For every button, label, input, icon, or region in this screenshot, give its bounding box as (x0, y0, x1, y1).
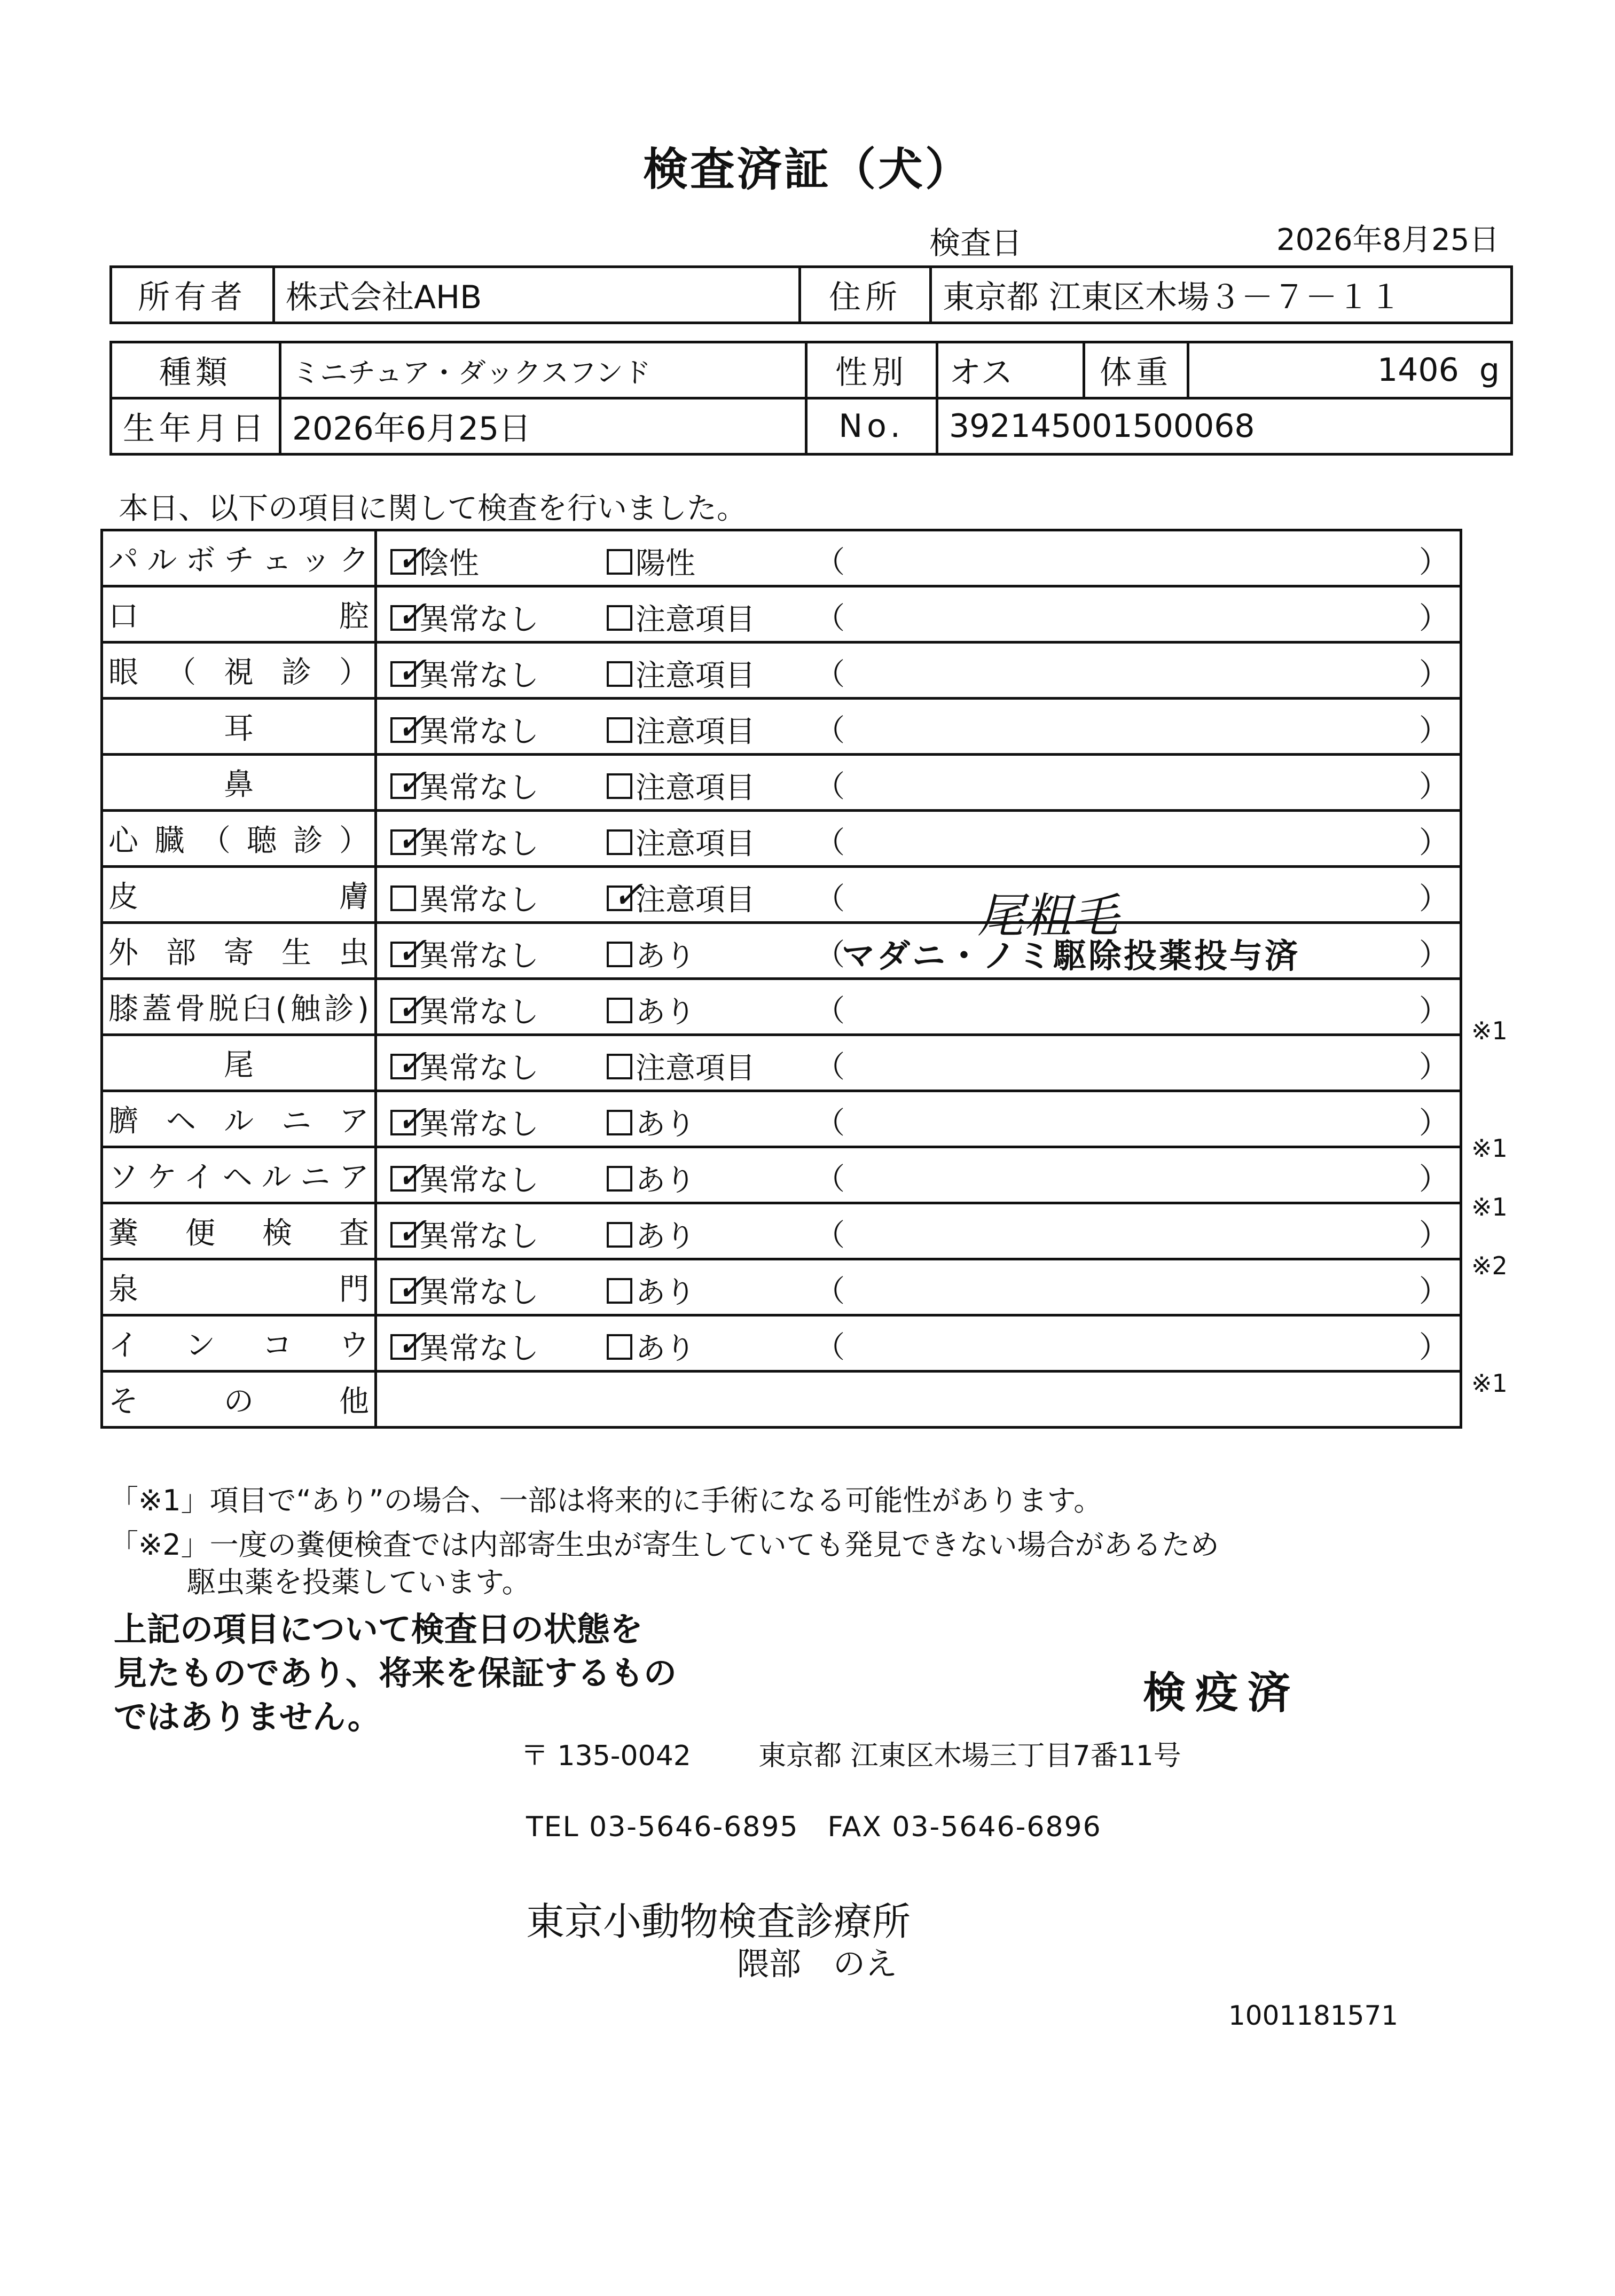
inspection-result-cell (376, 1315, 1461, 1372)
footnote-marker: ※2 (1471, 1251, 1508, 1280)
inspection-item-label (102, 867, 376, 923)
inspection-item-name: 心臓（聴診） (108, 824, 369, 858)
note-paren-open: （ (815, 938, 845, 973)
inspection-item-name: 膝蓋骨脱臼(触診) (108, 992, 369, 1026)
other-label: その他 (108, 1384, 369, 1419)
weight-unit: g (1479, 351, 1500, 389)
check-mark-icon: ✓ (396, 1265, 427, 1309)
option-label: 異常なし (419, 1331, 539, 1366)
checkbox[interactable] (390, 1041, 427, 1085)
checkbox[interactable] (607, 773, 632, 799)
inspection-result-cell (376, 867, 1461, 923)
inspection-item-label (102, 1203, 376, 1259)
option-label: 注意項目 (636, 771, 755, 805)
option-label: 異常なし (419, 883, 539, 918)
checkbox[interactable] (607, 661, 632, 687)
check-mark-icon: ✓ (396, 536, 427, 580)
normal-option (390, 817, 539, 863)
inspection-row (102, 923, 1461, 979)
abnormal-option (607, 540, 695, 583)
normal-option (390, 1097, 539, 1143)
checkbox[interactable] (390, 761, 427, 804)
abnormal-option (607, 652, 755, 695)
inspection-item-label (102, 586, 376, 642)
inspection-item-label (102, 923, 376, 979)
address-value: 東京都 江東区木場３－７－１１ (931, 267, 1512, 323)
check-mark-icon: ✓ (396, 592, 427, 636)
checkbox[interactable] (390, 929, 427, 973)
abnormal-option (607, 1213, 695, 1256)
footnote-2-cont: 駆虫薬を投薬しています。 (187, 1565, 531, 1599)
checkbox[interactable] (607, 605, 632, 631)
note-paren-close: ） (1419, 994, 1449, 1029)
option-label: 異常なし (419, 715, 539, 749)
normal-option (390, 761, 539, 807)
option-label: 注意項目 (636, 827, 755, 861)
note-paren-open: （ (815, 826, 845, 860)
checkbox[interactable] (390, 817, 427, 860)
owner-value: 株式会社AHB (274, 267, 800, 323)
note-paren-open: （ (815, 1050, 845, 1085)
clinic-address: 東京都 江東区木場三丁目7番11号 (758, 1740, 1181, 1772)
abnormal-option (607, 873, 755, 919)
inspection-item-label (102, 642, 376, 699)
option-label: 異常なし (419, 659, 539, 693)
option-label: 注意項目 (636, 883, 755, 918)
note-paren-close: ） (1419, 1162, 1449, 1197)
pet-table (109, 341, 1513, 456)
inspection-item-name: 外部寄生虫 (108, 936, 369, 970)
note-paren-open: （ (815, 1218, 845, 1253)
normal-option (390, 1321, 539, 1368)
quarantine-stamp: 検疫済 (1143, 1668, 1300, 1718)
option-label: あり (636, 1275, 695, 1310)
inspection-row (102, 642, 1461, 699)
disclaimer-line: ではありません。 (114, 1697, 381, 1736)
check-mark-icon: ✓ (396, 1041, 427, 1085)
normal-option (390, 1265, 539, 1312)
checkbox[interactable] (390, 704, 427, 748)
document-title: 検査済証（犬） (642, 143, 972, 195)
check-mark-icon: ✓ (396, 1153, 427, 1197)
option-label: あり (636, 995, 695, 1030)
checkbox[interactable] (607, 1054, 632, 1079)
disclaimer-line: 上記の項目について検査日の状態を (114, 1610, 643, 1649)
note-paren-close: ） (1419, 714, 1449, 748)
inspection-item-label (102, 530, 376, 586)
normal-option (390, 1153, 539, 1200)
footnote-marker: ※1 (1471, 1134, 1508, 1163)
option-label: 注意項目 (636, 715, 755, 749)
weight-value: 1406 (1377, 351, 1459, 389)
check-mark-icon: ✓ (396, 761, 427, 804)
option-label: あり (636, 1163, 695, 1198)
inspection-row (102, 530, 1461, 586)
checkbox[interactable] (390, 886, 416, 911)
remarks-text: マダニ・ノミ駆除投薬投与済 (842, 936, 1300, 975)
inspection-item-name: ソケイヘルニア (108, 1160, 369, 1195)
check-mark-icon: ✓ (396, 1097, 427, 1141)
inspection-item-name: 耳 (224, 711, 254, 746)
check-mark-icon: ✓ (396, 1321, 427, 1365)
check-mark-icon: ✓ (396, 985, 427, 1029)
checkbox[interactable] (390, 1153, 427, 1197)
inspection-row-other (102, 1372, 1461, 1428)
inspection-result-cell (376, 1035, 1461, 1091)
inspection-result-cell (376, 642, 1461, 699)
exam-date: 2026年8月25日 (1276, 223, 1500, 257)
abnormal-option (607, 820, 755, 863)
document-code: 1001181571 (1228, 2000, 1399, 2031)
checkbox[interactable] (607, 873, 644, 916)
inspection-row (102, 1147, 1461, 1203)
handwritten-note: 尾粗毛 (977, 888, 1119, 943)
abnormal-option (607, 708, 755, 751)
inspector-name: 隈部 のえ (737, 1946, 897, 1983)
note-paren-open: （ (815, 770, 845, 804)
dob-label: 生年月日 (111, 398, 280, 455)
checkbox[interactable] (607, 1334, 632, 1360)
option-label: 陽性 (636, 546, 695, 581)
footnote-marker: ※1 (1471, 1369, 1508, 1398)
sex-value: オス (937, 342, 1084, 398)
checkbox[interactable] (390, 1321, 427, 1365)
inspection-item-name: 鼻 (224, 767, 254, 802)
option-label: 異常なし (419, 827, 539, 861)
checkbox[interactable] (607, 1222, 632, 1248)
inspection-item-name: 泉門 (108, 1272, 369, 1307)
checkbox[interactable] (390, 1097, 427, 1141)
owner-table (109, 265, 1513, 324)
weight-label: 体重 (1084, 342, 1188, 398)
option-label: あり (636, 1219, 695, 1254)
dob-value: 2026年6月25日 (280, 398, 806, 455)
check-mark-icon: ✓ (396, 648, 427, 692)
checkbox[interactable] (607, 829, 632, 855)
inspection-item-label (102, 1315, 376, 1372)
note-paren-close: ） (1419, 882, 1449, 916)
inspection-row (102, 867, 1461, 923)
footnote-1: 「※1」項目で“あり”の場合、一部は将来的に手術になる可能性があります。 (109, 1484, 1103, 1517)
inspection-table (100, 529, 1462, 1429)
note-paren-open: （ (815, 1274, 845, 1309)
note-paren-close: ） (1419, 770, 1449, 804)
inspection-row (102, 1203, 1461, 1259)
option-label: 異常なし (419, 1107, 539, 1142)
note-paren-open: （ (815, 714, 845, 748)
checkbox[interactable] (607, 998, 632, 1023)
option-label: 異常なし (419, 1219, 539, 1254)
inspection-item-label (102, 755, 376, 811)
option-label: 異常なし (419, 602, 539, 637)
inspection-row (102, 755, 1461, 811)
intro-text: 本日、以下の項目に関して検査を行いました。 (119, 491, 747, 526)
option-label: 異常なし (419, 995, 539, 1030)
checkbox[interactable] (607, 549, 632, 575)
normal-option (390, 1041, 539, 1087)
inspection-item-name: 糞便検査 (108, 1216, 369, 1251)
no-value: 392145001500068 (937, 398, 1512, 455)
inspection-item-label (102, 1259, 376, 1315)
note-paren-close: ） (1419, 1218, 1449, 1253)
note-paren-close: ） (1419, 1050, 1449, 1085)
checkbox[interactable] (390, 1209, 427, 1253)
option-label: 異常なし (419, 1163, 539, 1198)
note-paren-open: （ (815, 882, 845, 916)
owner-label: 所有者 (111, 267, 274, 323)
inspection-result-cell (376, 699, 1461, 755)
option-label: 異常なし (419, 1275, 539, 1310)
abnormal-option (607, 1325, 695, 1368)
abnormal-option (607, 989, 695, 1031)
address-label: 住所 (800, 267, 931, 323)
weight-cell (1188, 342, 1512, 398)
note-paren-close: ） (1419, 545, 1449, 580)
note-paren-close: ） (1419, 938, 1449, 973)
breed-value: ミニチュア・ダックスフンド (280, 342, 806, 398)
normal-option (390, 985, 539, 1031)
inspection-result-cell (376, 1147, 1461, 1203)
check-mark-icon: ✓ (396, 817, 427, 860)
check-mark-icon: ✓ (396, 704, 427, 748)
note-paren-open: （ (815, 601, 845, 636)
inspection-item-label (102, 1035, 376, 1091)
note-paren-close: ） (1419, 1106, 1449, 1141)
disclaimer (114, 1608, 677, 1739)
no-label: No. (806, 398, 937, 455)
option-label: 異常なし (419, 771, 539, 805)
inspection-row (102, 1035, 1461, 1091)
note-paren-open: （ (815, 994, 845, 1029)
checkbox[interactable] (390, 648, 427, 692)
normal-option (390, 929, 539, 975)
checkbox[interactable] (390, 536, 427, 580)
inspection-item-name: 臍ヘルニア (108, 1104, 369, 1139)
checkbox[interactable] (607, 1278, 632, 1304)
checkbox[interactable] (607, 942, 632, 967)
inspection-row (102, 979, 1461, 1035)
exam-date-label: 検査日 (929, 225, 1023, 261)
option-label: 陰性 (419, 546, 479, 581)
inspection-item-label (102, 1147, 376, 1203)
option-label: 異常なし (419, 939, 539, 974)
note-paren-open: （ (815, 1162, 845, 1197)
checkbox[interactable] (607, 717, 632, 743)
option-label: 注意項目 (636, 602, 755, 637)
inspection-item-label (102, 1091, 376, 1147)
inspection-result-cell (376, 1203, 1461, 1259)
footnote-marker: ※1 (1471, 1016, 1508, 1045)
inspection-item-name: インコウ (108, 1328, 369, 1363)
inspection-item-name: 皮膚 (108, 880, 369, 914)
footnote-marker: ※1 (1471, 1193, 1508, 1221)
clinic-name: 東京小動物検査診療所 (526, 1899, 911, 1944)
inspection-item-name: 尾 (224, 1048, 254, 1083)
inspection-result-cell (376, 586, 1461, 642)
tel-fax: TEL 03-5646-6895 FAX 03-5646-6896 (526, 1811, 1102, 1843)
option-label: あり (636, 1107, 695, 1142)
normal-option (390, 704, 539, 751)
note-paren-close: ） (1419, 1330, 1449, 1365)
inspection-item-label (102, 1372, 376, 1428)
breed-label: 種類 (111, 342, 280, 398)
other-value-cell (376, 1372, 1461, 1428)
checkbox[interactable] (390, 1265, 427, 1309)
abnormal-option (607, 932, 695, 975)
checkbox[interactable] (390, 985, 427, 1029)
postal-code: 〒 135-0042 (521, 1740, 691, 1772)
inspection-item-name: 眼（視診） (108, 655, 369, 690)
abnormal-option (607, 1045, 755, 1087)
check-mark-icon: ✓ (612, 873, 644, 916)
inspection-item-label (102, 979, 376, 1035)
abnormal-option (607, 596, 755, 639)
option-label: 異常なし (419, 1051, 539, 1086)
note-paren-open: （ (815, 545, 845, 580)
inspection-row (102, 1259, 1461, 1315)
disclaimer-line: 見たものであり、将来を保証するもの (114, 1654, 677, 1692)
sex-label: 性別 (806, 342, 937, 398)
option-label: 注意項目 (636, 1051, 755, 1086)
normal-option (390, 1209, 539, 1256)
inspection-row (102, 699, 1461, 755)
note-paren-close: ） (1419, 826, 1449, 860)
inspection-result-cell (376, 755, 1461, 811)
note-paren-close: ） (1419, 601, 1449, 636)
normal-option (390, 876, 539, 919)
abnormal-option (607, 1101, 695, 1143)
normal-option (390, 536, 479, 583)
checkbox[interactable] (390, 592, 427, 636)
inspection-result-cell (376, 979, 1461, 1035)
checkbox[interactable] (607, 1110, 632, 1135)
inspection-row (102, 1315, 1461, 1372)
option-label: あり (636, 939, 695, 974)
inspection-item-label (102, 699, 376, 755)
check-mark-icon: ✓ (396, 929, 427, 973)
normal-option (390, 592, 539, 639)
note-paren-open: （ (815, 657, 845, 692)
check-mark-icon: ✓ (396, 1209, 427, 1253)
note-paren-open: （ (815, 1330, 845, 1365)
inspection-result-cell (376, 1259, 1461, 1315)
inspection-row (102, 811, 1461, 867)
inspection-item-name: パルボチェック (108, 543, 369, 578)
inspection-result-cell (376, 811, 1461, 867)
inspection-result-cell (376, 1091, 1461, 1147)
normal-option (390, 648, 539, 695)
note-paren-close: ） (1419, 1274, 1449, 1309)
footnote-2: 「※2」一度の糞便検査では内部寄生虫が寄生していても発見できない場合があるため (109, 1528, 1219, 1562)
checkbox[interactable] (607, 1166, 632, 1192)
inspection-result-cell (376, 923, 1461, 979)
inspection-row (102, 586, 1461, 642)
option-label: 注意項目 (636, 659, 755, 693)
note-paren-close: ） (1419, 657, 1449, 692)
abnormal-option (607, 764, 755, 807)
inspection-row (102, 1091, 1461, 1147)
option-label: あり (636, 1331, 695, 1366)
abnormal-option (607, 1269, 695, 1312)
inspection-result-cell (376, 530, 1461, 586)
note-paren-open: （ (815, 1106, 845, 1141)
inspection-item-label (102, 811, 376, 867)
inspection-item-name: 口腔 (108, 599, 369, 634)
abnormal-option (607, 1157, 695, 1200)
